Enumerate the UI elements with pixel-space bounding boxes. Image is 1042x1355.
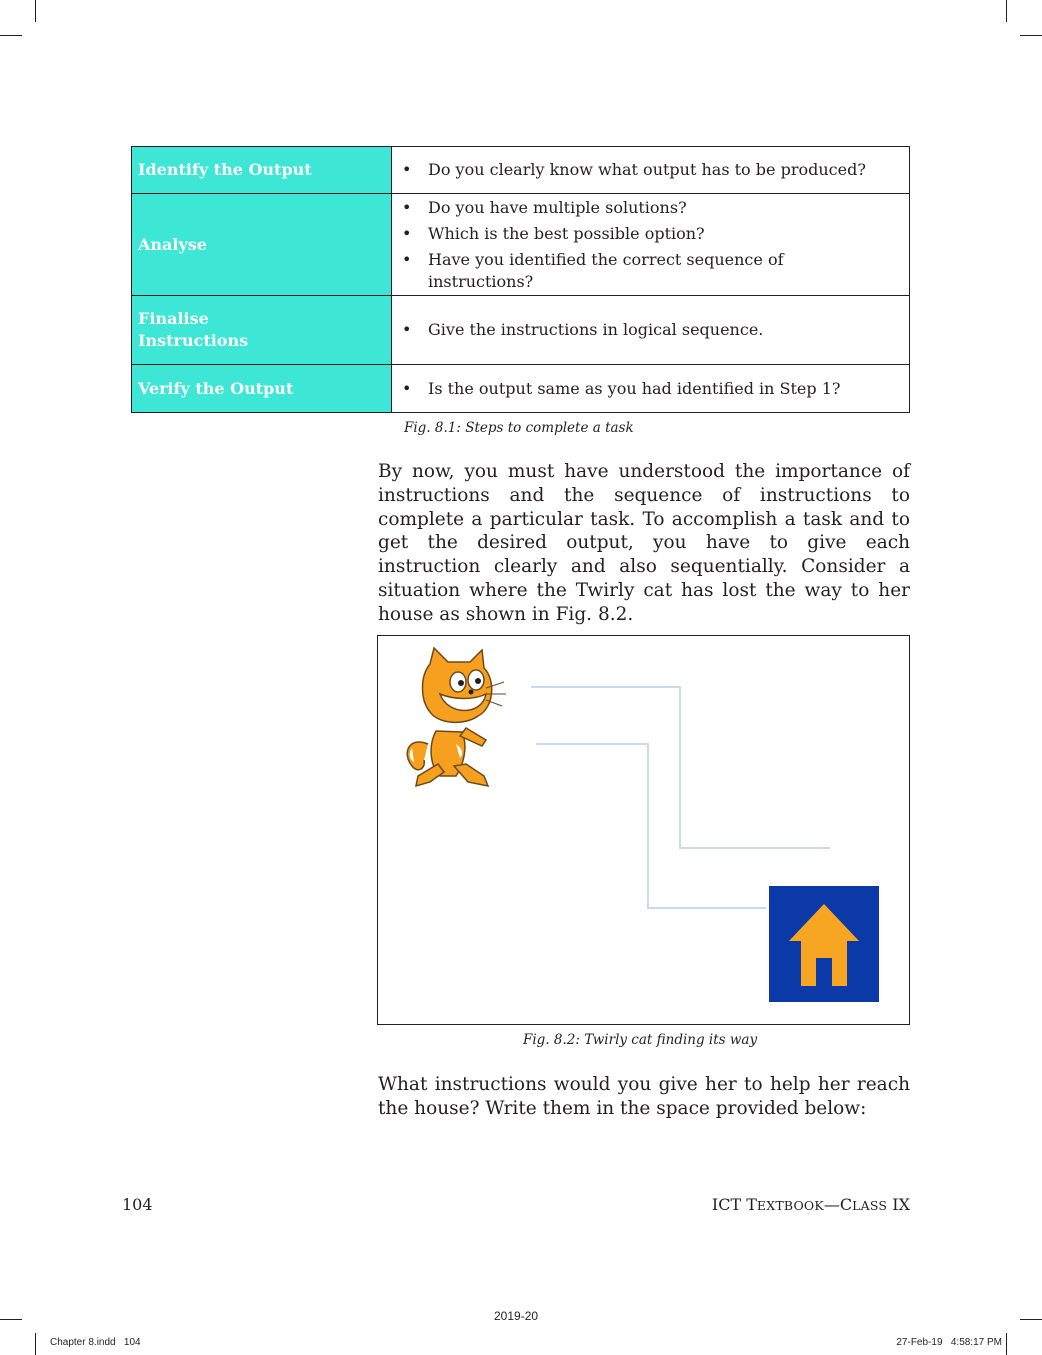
figure-caption: Fig. 8.2: Twirly cat finding its way [523,1032,758,1048]
step-label: Analyse [132,194,392,296]
year-label: 2019-20 [494,1309,539,1323]
footer-part: IX [887,1195,910,1214]
crop-mark [35,1333,36,1355]
maze-illustration [378,636,909,1024]
footer-part: —C [823,1195,853,1214]
body-paragraph: What instructions would you give her to help her reach the house? Write them in the space provided below: [378,1074,910,1119]
body-paragraph: By now, you must have understood the importance of instructions and the sequence of instructions to complete a particular task. To accomplish a task and to get the desired output, you have to give each instruction clearly and also sequentially. Consider a situation where the Twirly cat has lost the way to her house as shown in Fig. 8.2. [378,461,910,625]
footer-part: ICT T [711,1195,757,1214]
bullet-item: • Have you identified the correct sequence of instructions? [398,249,901,293]
bullet-item: • Which is the best possible option? [398,223,901,245]
figure-caption: Fig. 8.1: Steps to complete a task [404,420,634,436]
footer-part: LASS [852,1198,888,1213]
crop-mark [1020,35,1042,36]
page-number: 104 [122,1195,153,1214]
house-icon [769,886,879,1002]
print-timestamp: 27-Feb-19 4:58:17 PM [896,1337,1002,1348]
crop-mark [1006,0,1007,22]
crop-mark [0,1319,22,1320]
step-label-line: Instructions [138,331,249,350]
crop-mark [35,0,36,22]
table-row [132,194,910,296]
step-label: Verify the Output [132,365,392,413]
crop-mark [1020,1319,1042,1320]
steps-table [131,146,910,413]
bullet-item: • Do you clearly know what output has to be produced? [398,159,901,181]
bullet-item: • Do you have multiple solutions? [398,197,901,219]
step-label-line: Finalise [138,309,209,328]
running-footer [712,1195,910,1214]
table-row [132,296,910,365]
crop-mark [0,35,22,36]
crop-mark [1006,1333,1007,1355]
step-label: Identify the Output [132,147,392,194]
bullet-item: • Give the instructions in logical sequence. [398,319,901,341]
footer-part: EXTBOOK [756,1198,824,1213]
table-row [132,147,910,194]
step-description [392,194,910,296]
cat-icon [407,648,506,786]
bullet-item: • Is the output same as you had identified in Step 1? [398,378,901,400]
twirly-cat-figure [377,635,910,1025]
step-label [132,296,392,365]
path-lines [531,687,830,908]
table-row [132,365,910,413]
step-description [392,296,910,365]
step-description [392,147,910,194]
file-info: Chapter 8.indd 104 [50,1337,141,1348]
step-description [392,365,910,413]
